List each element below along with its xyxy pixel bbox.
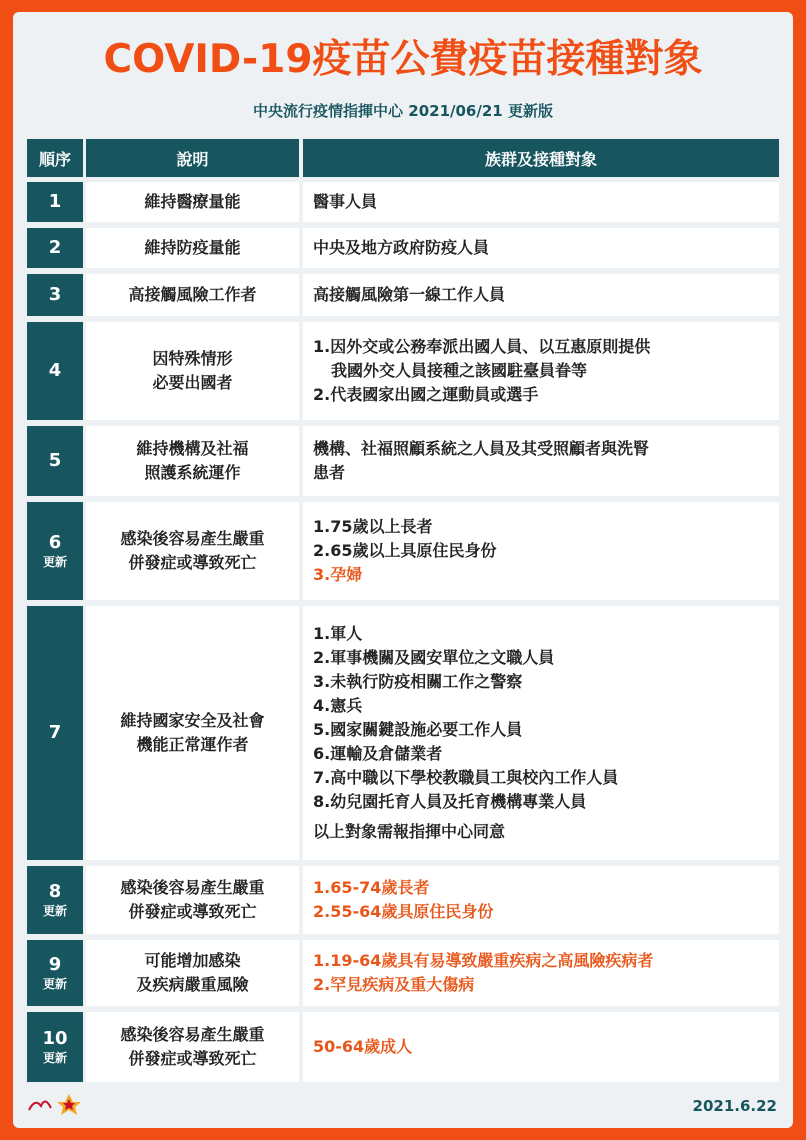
- target-line: 6.運輸及倉儲業者: [313, 744, 443, 763]
- row-target-group: [303, 274, 779, 316]
- row-number-cell: [27, 866, 83, 934]
- table-row: [27, 228, 779, 268]
- target-line: 2.軍事機關及國安單位之文職人員: [313, 648, 555, 667]
- row-number: 7: [48, 722, 62, 743]
- target-line: 患者: [313, 463, 346, 482]
- row-number: 2: [48, 237, 62, 258]
- row-number: 1: [48, 191, 62, 212]
- description-line: 可能增加感染: [144, 951, 241, 970]
- description-line: 感染後容易產生嚴重: [120, 878, 265, 897]
- description-line: 維持機構及社福: [136, 439, 249, 458]
- page-title: COVID-19疫苗公費疫苗接種對象: [103, 37, 703, 82]
- row-target-group: [303, 606, 779, 860]
- table-row: [27, 940, 779, 1006]
- table-row: [27, 182, 779, 222]
- row-description: [86, 322, 299, 420]
- update-badge: 更新: [42, 977, 67, 991]
- description-line: 及疾病嚴重風險: [136, 975, 249, 994]
- update-badge: 更新: [42, 1051, 67, 1065]
- row-target-group: [303, 502, 779, 600]
- table-row: [27, 274, 779, 316]
- table-row: [27, 502, 779, 600]
- target-line: 3.未執行防疫相關工作之警察: [313, 672, 523, 691]
- table-row: [27, 866, 779, 934]
- target-line: 5.國家關鍵設施必要工作人員: [313, 720, 523, 739]
- target-line: 1.75歲以上長者: [313, 517, 433, 536]
- target-line: 50-64歲成人: [313, 1037, 413, 1056]
- target-line: 1.65-74歲長者: [313, 878, 430, 897]
- description-line: 高接觸風險工作者: [128, 285, 257, 304]
- row-target-group: [303, 1012, 779, 1082]
- row-number-cell: [27, 228, 83, 268]
- row-target-group: [303, 940, 779, 1006]
- row-description: [86, 866, 299, 934]
- description-line: 併發症或導致死亡: [128, 553, 257, 572]
- description-line: 維持醫療量能: [144, 192, 241, 211]
- row-description: [86, 182, 299, 222]
- table-row: [27, 1012, 779, 1082]
- tainan-logo-icon: [25, 1092, 85, 1116]
- target-line: 3.孕婦: [313, 565, 363, 584]
- row-number-cell: [27, 1012, 83, 1082]
- target-line: 醫事人員: [313, 192, 378, 211]
- description-line: 照護系統運作: [144, 463, 241, 482]
- row-number: 5: [48, 450, 62, 471]
- target-line: 4.憲兵: [313, 696, 363, 715]
- row-description: [86, 606, 299, 860]
- row-target-group: [303, 322, 779, 420]
- row-description: [86, 274, 299, 316]
- target-line: 以上對象需報指揮中心同意: [313, 822, 506, 841]
- page-subtitle: 中央流行疫情指揮中心 2021/06/21 更新版: [253, 102, 553, 120]
- target-line: 8.幼兒園托育人員及托育機構專業人員: [313, 792, 587, 811]
- target-line: 我國外交人員接種之該國駐臺員眷等: [331, 361, 588, 380]
- target-line: 2.65歲以上具原住民身份: [313, 541, 497, 560]
- row-target-group: [303, 426, 779, 496]
- description-line: 併發症或導致死亡: [128, 1049, 257, 1068]
- row-target-group: [303, 182, 779, 222]
- header-order: 順序: [27, 139, 83, 177]
- row-description: [86, 228, 299, 268]
- description-line: 維持國家安全及社會: [120, 711, 265, 730]
- row-target-group: [303, 228, 779, 268]
- description-line: 感染後容易產生嚴重: [120, 1025, 265, 1044]
- target-line: 2.罕見疾病及重大傷病: [313, 975, 475, 994]
- update-badge: 更新: [42, 904, 67, 918]
- target-line: 高接觸風險第一線工作人員: [313, 285, 506, 304]
- description-line: 感染後容易產生嚴重: [120, 529, 265, 548]
- footer-date: 2021.6.22: [692, 1097, 777, 1115]
- target-line: 7.高中職以下學校教職員工與校內工作人員: [313, 768, 619, 787]
- target-line: 機構、社福照顧系統之人員及其受照顧者與洗腎: [313, 439, 650, 458]
- description-line: 維持防疫量能: [144, 238, 241, 257]
- poster-card: [13, 12, 793, 1128]
- header-group: 族群及接種對象: [303, 139, 779, 177]
- row-number-cell: [27, 182, 83, 222]
- table-row: [27, 426, 779, 496]
- target-line: 1.19-64歲具有易導致嚴重疾病之高風險疾病者: [313, 951, 654, 970]
- description-line: 因特殊情形: [152, 349, 233, 368]
- row-number: 10: [42, 1028, 68, 1049]
- description-line: 必要出國者: [152, 373, 233, 392]
- row-number: 8: [48, 881, 62, 902]
- row-number-cell: [27, 426, 83, 496]
- row-number: 4: [48, 360, 62, 381]
- target-line: 1.因外交或公務奉派出國人員、以互惠原則提供: [313, 337, 651, 356]
- row-number-cell: [27, 322, 83, 420]
- row-description: [86, 426, 299, 496]
- row-number-cell: [27, 274, 83, 316]
- target-line: 1.軍人: [313, 624, 363, 643]
- row-number-cell: [27, 606, 83, 860]
- row-number-cell: [27, 940, 83, 1006]
- target-line: 2.代表國家出國之運動員或選手: [313, 385, 539, 404]
- update-badge: 更新: [42, 555, 67, 569]
- row-description: [86, 1012, 299, 1082]
- row-number: 6: [48, 532, 62, 553]
- row-number: 9: [48, 954, 62, 975]
- description-line: 機能正常運作者: [136, 735, 249, 754]
- target-line: 中央及地方政府防疫人員: [313, 238, 490, 257]
- header-desc: 說明: [86, 139, 299, 177]
- target-line: 2.55-64歲具原住民身份: [313, 902, 494, 921]
- row-number: 3: [48, 284, 62, 305]
- row-target-group: [303, 866, 779, 934]
- table-row: [27, 322, 779, 420]
- description-line: 併發症或導致死亡: [128, 902, 257, 921]
- row-description: [86, 940, 299, 1006]
- table-row: [27, 606, 779, 860]
- row-number-cell: [27, 502, 83, 600]
- row-description: [86, 502, 299, 600]
